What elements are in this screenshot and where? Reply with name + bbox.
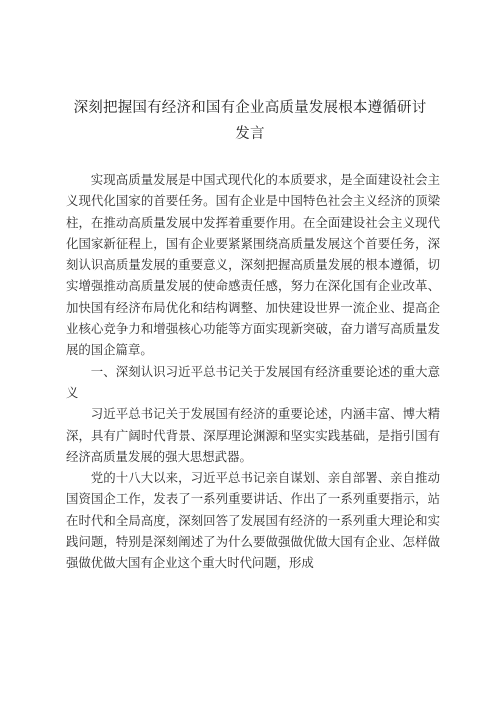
section-heading-1: 一、深刻认识习近平总书记关于发展国有经济重要论述的重大意义 [66,363,440,400]
paragraph-3: 党的十八大以来，习近平总书记亲自谋划、亲自部署、亲自推动国资国企工作，发表了一系列重要讲话、作出了一系列重要指示，站在时代和全局高度，深刻回答了发展国有经济的一系列重大理论和实践问题，特别是深刻阐述了为什么要做强做优做大国有企业、怎样做强做优做大国有企业这个重大时代问题，形成 [66,470,440,571]
document-body [66,169,440,574]
paragraph-2: 习近平总书记关于发展国有经济的重要论述，内涵丰富、博大精深，具有广阔时代背景、深厚理论渊源和坚实实践基础，是指引国有经济高质量发展的强大思想武器。 [66,406,440,464]
document-title-line1: 深刻把握国有经济和国有企业高质量发展根本遵循研讨 [73,100,427,116]
paragraph-intro: 实现高质量发展是中国式现代化的本质要求，是全面建设社会主义现代化国家的首要任务。国有企业是中国特色社会主义经济的顶梁柱，在推动高质量发展中发挥着重要作用。在全面建设社会主义现代化国家新征程上，国有企业要紧紧围绕高质量发展这个首要任务，深刻认识高质量发展的重要意义，深刻把握高质量发展的根本遵循，切实增强推动高质量发展的使命感责任感，努力在深化国有企业改革、加快国有经济布局优化和结构调整、加快建设世界一流企业、提高企业核心竞争力和增强核心功能等方面实现新突破，奋力谱写高质量发展的国企篇章。 [66,172,440,358]
document-title-line2: 发言 [235,126,265,142]
